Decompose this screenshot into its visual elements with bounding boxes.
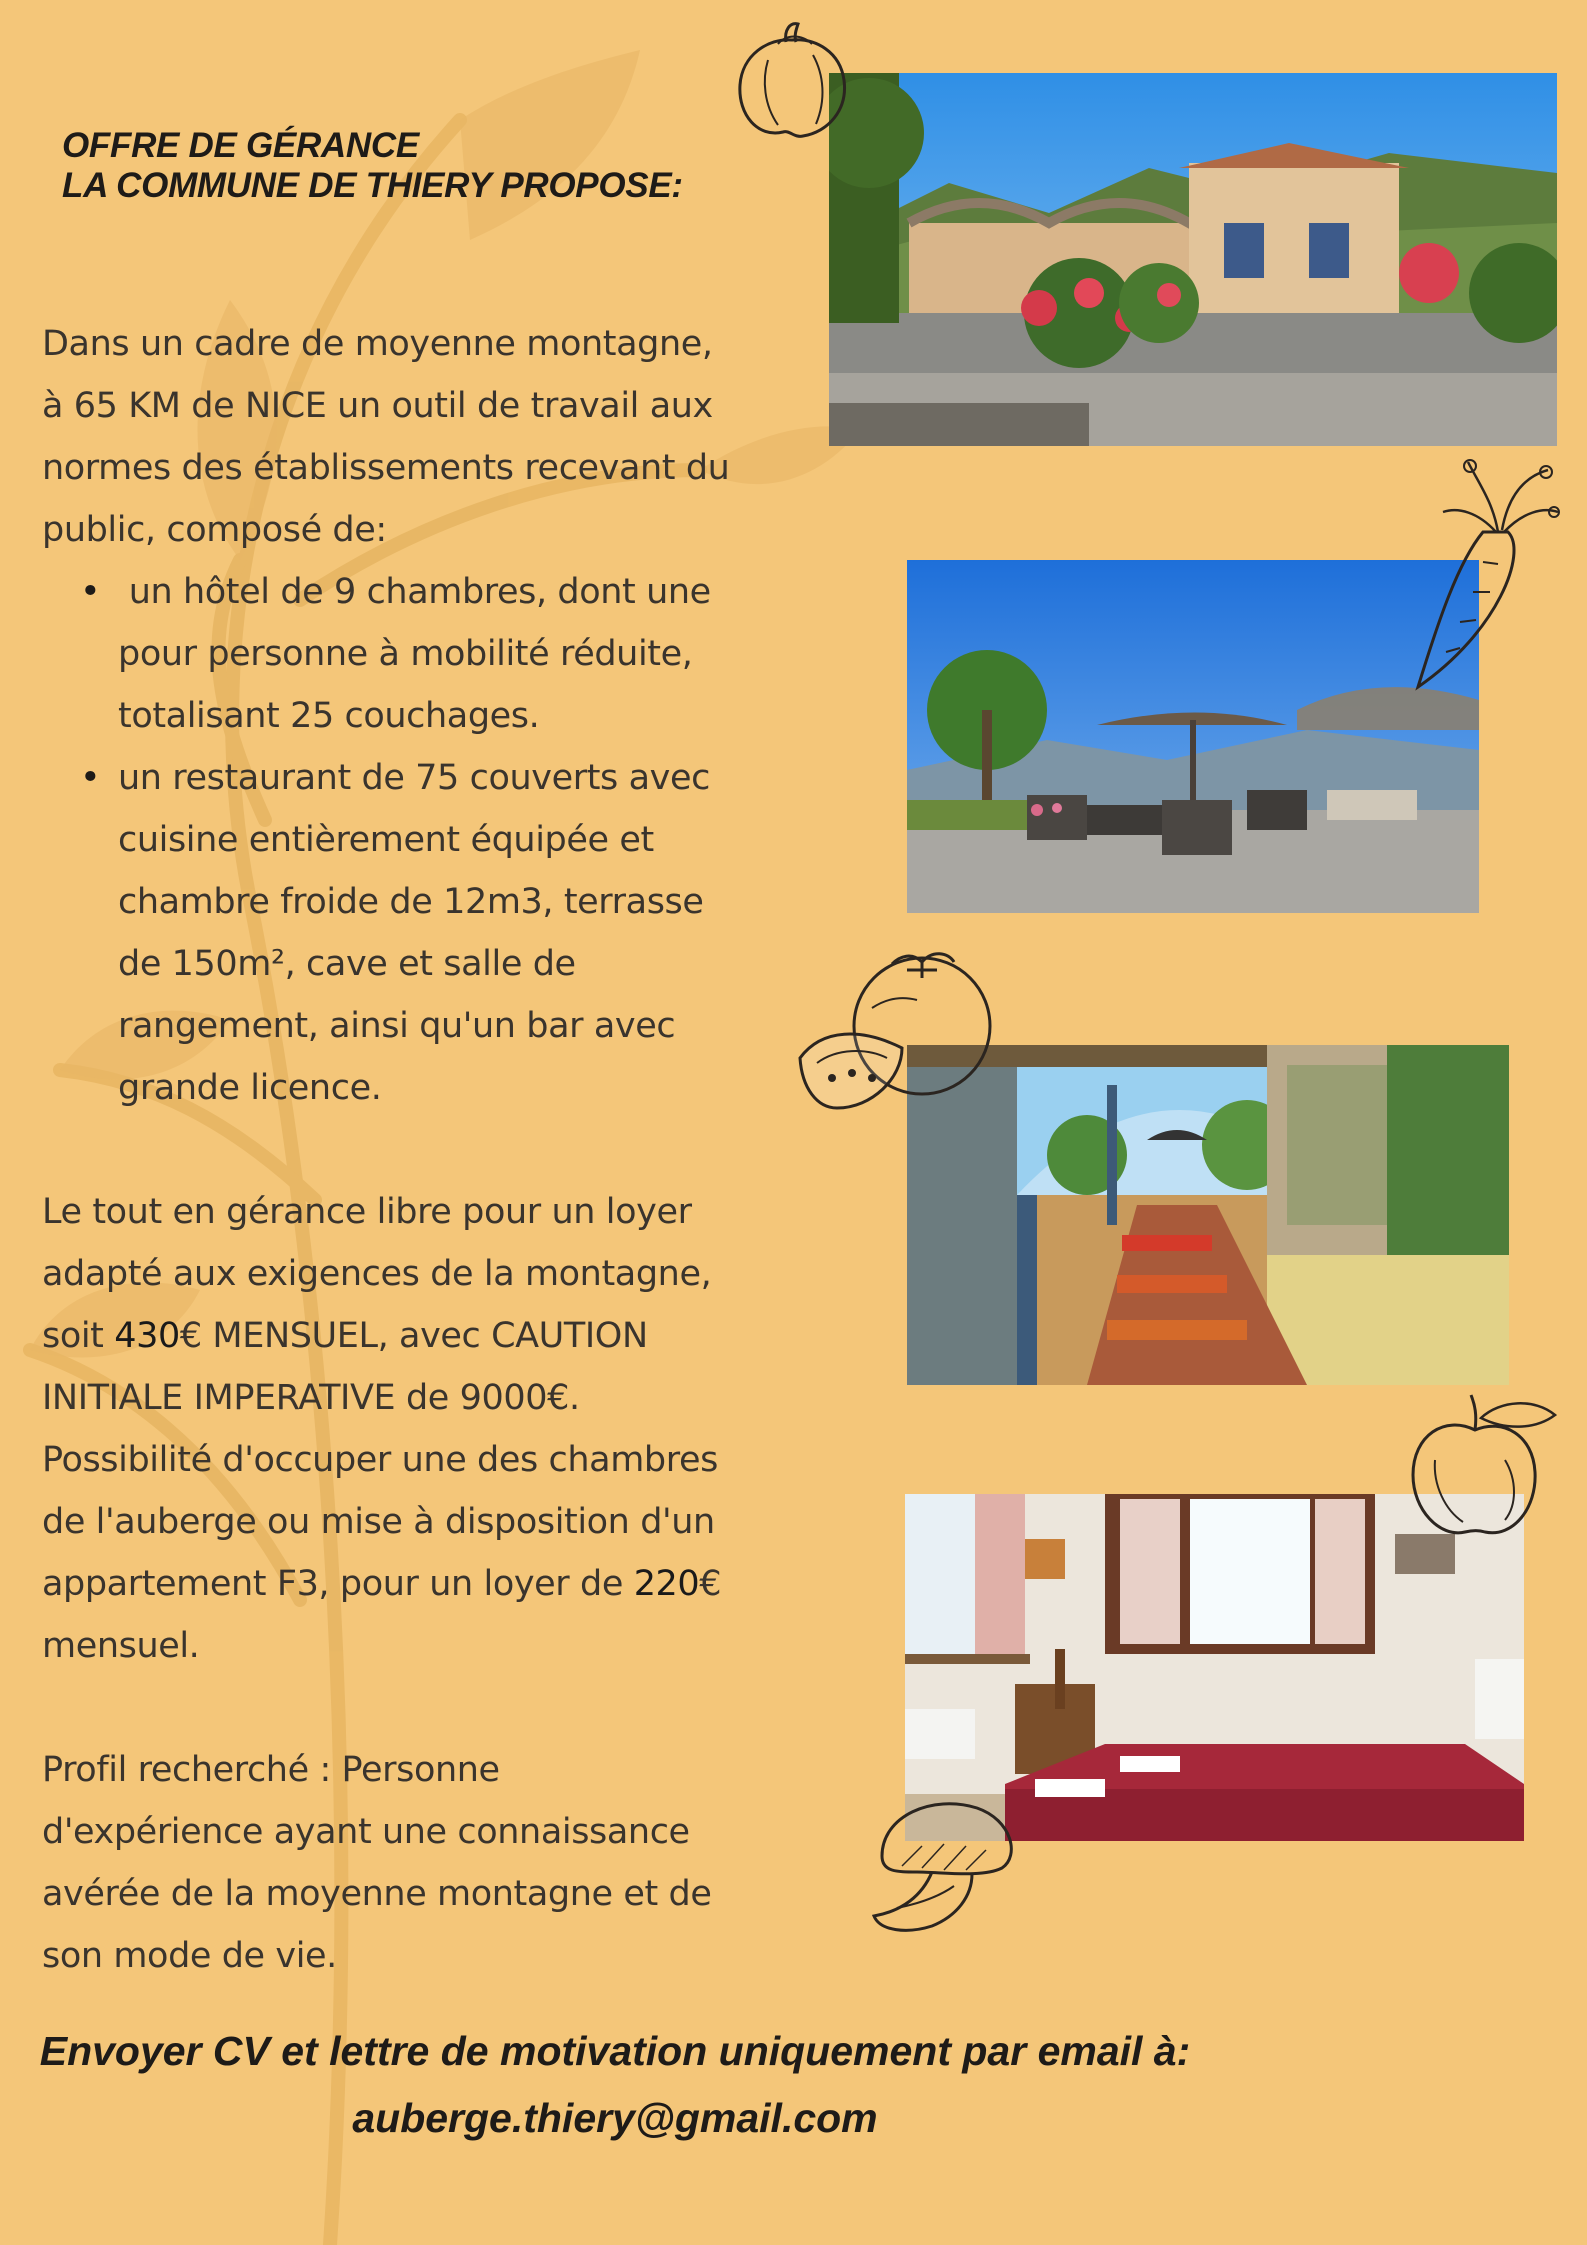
terms-line: de l'auberge ou mise à disposition d'un: [42, 1502, 715, 1542]
intro-line: normes des établissements recevant du: [42, 448, 730, 488]
email-link[interactable]: auberge.thiery@gmail.com: [352, 2095, 878, 2141]
terms-line: Le tout en gérance libre pour un loyer: [42, 1192, 692, 1232]
profile-line: son mode de vie.: [42, 1936, 337, 1976]
mushroom-icon: [862, 1786, 1022, 1936]
features-list: [42, 561, 802, 1119]
intro-line: à 65 KM de NICE un outil de travail aux: [42, 386, 713, 426]
contact-email[interactable]: [0, 2095, 1230, 2142]
contact-instructions: [0, 2028, 1230, 2075]
offer-description: [42, 313, 802, 1987]
feature-line: chambre froide de 12m3, terrasse: [118, 882, 704, 922]
profile-paragraph: [42, 1739, 802, 1987]
feature-line: cuisine entièrement équipée et: [118, 820, 654, 860]
profile-line: avérée de la moyenne montagne et de: [42, 1874, 712, 1914]
terms-line: [42, 1553, 802, 1615]
profile-line: Profil recherché : Personne: [42, 1750, 500, 1790]
intro-line: public, composé de:: [42, 510, 387, 550]
intro-paragraph: [42, 313, 802, 561]
terms-paragraph: [42, 1181, 802, 1677]
feature-line: pour personne à mobilité réduite,: [118, 634, 693, 674]
terms-line: Possibilité d'occuper une des chambres: [42, 1440, 718, 1480]
carrot-icon: [1398, 452, 1560, 692]
terrace-photo: [907, 560, 1479, 913]
terms-text: soit: [42, 1316, 115, 1356]
contact-line: Envoyer CV et lettre de motivation uniquement par email à:: [39, 2028, 1191, 2074]
terms-line: adapté aux exigences de la montagne,: [42, 1254, 712, 1294]
terms-text: € MENSUEL, avec CAUTION: [179, 1316, 648, 1356]
terms-line: INITIALE IMPERATIVE de 9000€.: [42, 1378, 580, 1418]
feature-line: • un hôtel de 9 chambres, dont une: [118, 572, 711, 612]
feature-line: de 150m², cave et salle de: [118, 944, 576, 984]
feature-line: grande licence.: [118, 1068, 382, 1108]
feature-line: rangement, ainsi qu'un bar avec: [118, 1006, 676, 1046]
offer-title: [62, 126, 683, 206]
feature-restaurant: [42, 747, 802, 1119]
apple-icon: [1405, 1390, 1557, 1540]
profile-line: d'expérience ayant une connaissance: [42, 1812, 690, 1852]
title-line-1: OFFRE DE GÉRANCE: [62, 126, 419, 165]
feature-line: • un restaurant de 75 couverts avec: [118, 758, 710, 798]
terms-text: €: [699, 1564, 722, 1604]
terms-text: appartement F3, pour un loyer de: [42, 1564, 634, 1604]
tomato-icon: [792, 948, 1022, 1118]
feature-line: totalisant 25 couchages.: [118, 696, 540, 736]
feature-hotel: [42, 561, 802, 747]
inn-exterior-photo: [829, 73, 1557, 446]
terms-line: mensuel.: [42, 1626, 200, 1666]
pepper-icon: [728, 20, 856, 145]
apartment-amount: 220: [633, 1564, 700, 1604]
rent-amount: 430: [114, 1316, 180, 1356]
intro-line: Dans un cadre de moyenne montagne,: [42, 324, 713, 364]
terms-line: [42, 1305, 802, 1367]
title-line-2: LA COMMUNE DE THIERY PROPOSE:: [62, 166, 683, 205]
